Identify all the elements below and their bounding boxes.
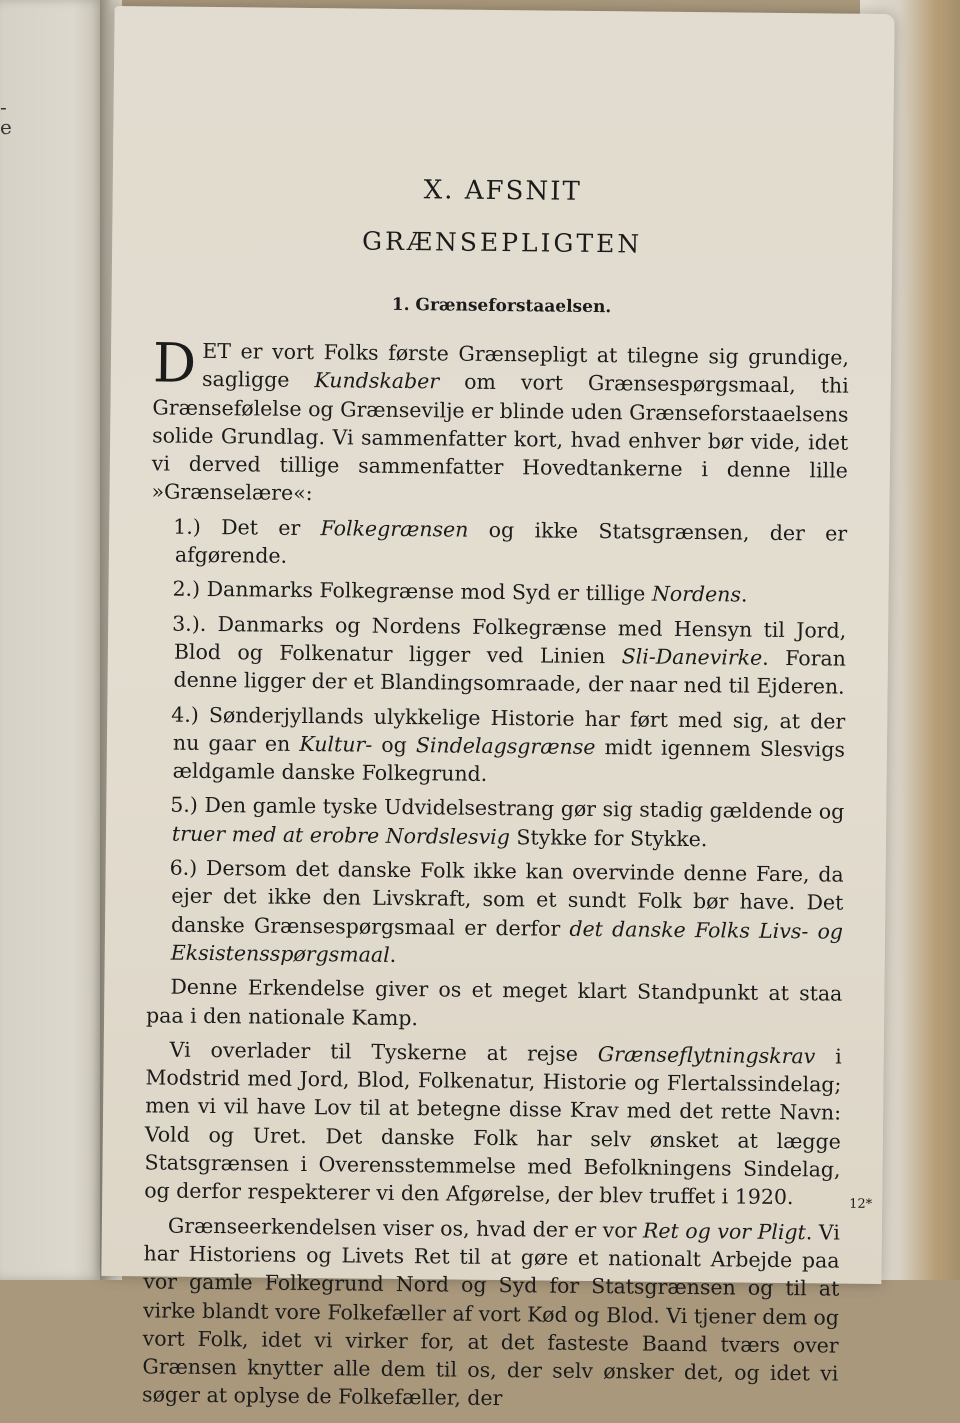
paragraph: Denne Erkendelse giver os et meget klart Standpunkt at staa paa i den nationale Kamp. xyxy=(145,974,843,1030)
left-page xyxy=(0,0,104,1280)
list-item: 5.) Den gamle tyske Udvidelsestrang gør sig stadig gældende og truer med at erobre Nordslesvig Stykke for Stykke. xyxy=(170,793,845,851)
list-item: 6.) Dersom det danske Folk ikke kan overvinde denne Fare, da ejer det ikke den Livskraft, som et sundt Folk bør have. Det danske Grænsespørgsmaal er derfor det danske Folks Livs- og Eksistensspørgsmaal. xyxy=(169,855,844,967)
chapter-heading: X. AFSNIT xyxy=(423,175,582,207)
page-title: GRÆNSEPLIGTEN xyxy=(361,226,643,259)
body-text xyxy=(142,331,850,1422)
list-item: 1.) Det er Folkegrænsen og ikke Statsgrænsen, der er afgørende. xyxy=(173,514,848,568)
intro-paragraph: DET er vort Folks første Grænsepligt at tilegne sig grundige, sagligge Kundskaber om vort Grænsespørgsmaal, thi Grænsefølelse og Grænsevilje er blinde uden Grænseforstaaelsens solide Grundlag. Vi sammenfatter kort, hvad enhver bør vide, idet vi derved tillige sammenfatter Hovedtankerne i denne lille »Grænselære«: xyxy=(151,331,850,506)
page-number: 12* xyxy=(849,1196,873,1212)
paragraph: Vi overlader til Tyskerne at rejse Grænseflytningskrav i Modstrid med Jord, Blod, Folkenatur, Historie og Flertalssindelag; men vi vil have Lov til at betegne disse Krav med det rette Navn: Vold og Uret. Det danske Folk har selv ønsket at lægge Statsgrænsen i Overensstemmelse med Befolkningens Sindelag, og derfor respekterer vi den Afgørelse, der blev truffet i 1920. xyxy=(144,1037,842,1210)
list-item: 2.) Danmarks Folkegrænse mod Syd er tillige Nordens. xyxy=(172,576,748,607)
list-item: 4.) Sønderjyllands ulykkelige Historie har ført med sig, at der nu gaar en Kultur- og Sindelagsgrænse midt igennem Slesvigs ældgamle danske Folkegrund. xyxy=(171,702,846,787)
drop-cap: D xyxy=(152,331,197,395)
book-page xyxy=(101,6,894,1411)
left-page-fragment: - xyxy=(0,95,7,119)
left-page-fragment: e xyxy=(0,115,12,139)
list-item: 3.). Danmarks og Nordens Folkegrænse med Hensyn til Jord, Blod og Folkenatur ligger ved Linien Sli-Danevirke. Foran denne ligger der et Blandingsomraade, der naar ned til Ejderen. xyxy=(172,611,847,699)
section-heading: 1. Grænseforstaaelsen. xyxy=(391,294,612,318)
paragraph: Grænseerkendelsen viser os, hvad der er vor Ret og vor Pligt. Vi har Historiens og Livets Ret til at gøre et nationalt Arbejde paa vor gamle Folkegrund Nord og Syd for Statsgrænsen og til at virke blandt vore Folkefæller af vort Kød og Blod. Vi tjener dem og vort Folk, idet vi virker for, at det fasteste Baand tværs over Grænsen knytter alle dem til os, der selv ønsker det, og idet vi søger at oplyse de Folkefæller, der xyxy=(142,1213,840,1411)
